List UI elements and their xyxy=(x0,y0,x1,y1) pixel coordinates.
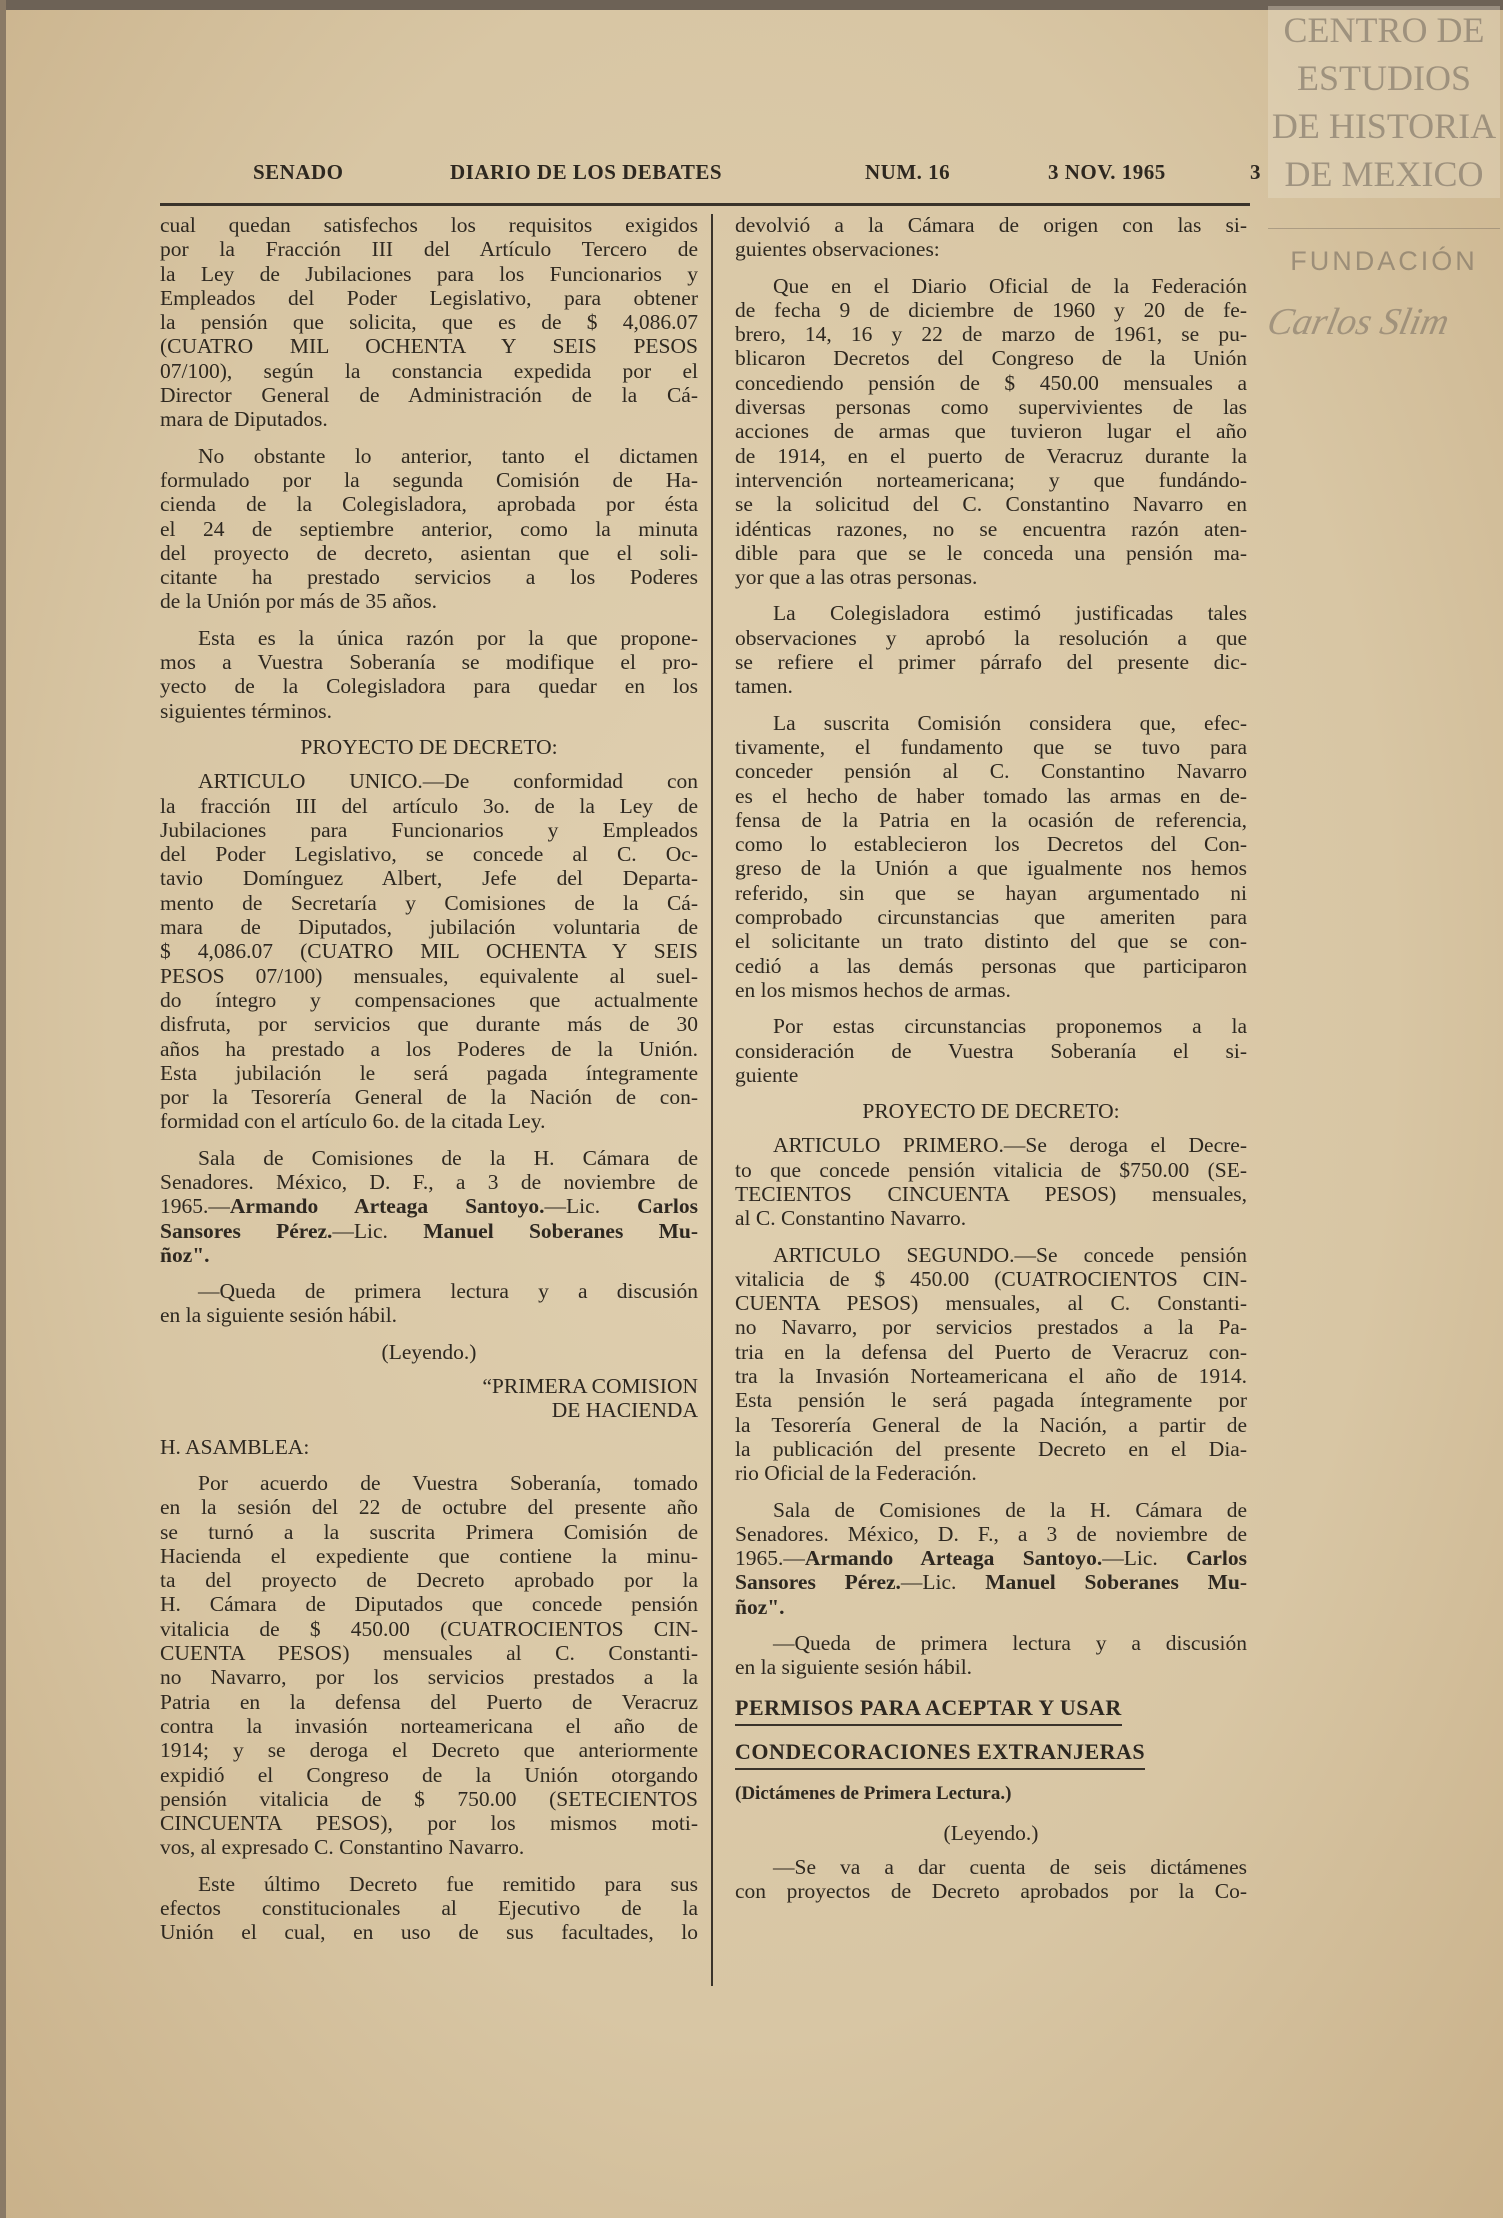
right-column xyxy=(735,213,1247,1915)
text-line: No obstante lo anterior, tanto el dictamen xyxy=(198,443,698,468)
paragraph xyxy=(160,213,698,432)
text-line xyxy=(160,1243,698,1267)
text-line: vos, al expresado C. Constantino Navarro. xyxy=(160,1835,525,1860)
text-line: la fracción III del artículo 3o. de la Ley de xyxy=(160,793,698,818)
page-header xyxy=(0,160,1503,190)
bold-name-text: Sansores Pérez. xyxy=(160,1218,333,1243)
header-number: NUM. 16 xyxy=(865,160,951,184)
text-line: en la siguiente sesión hábil. xyxy=(735,1655,973,1680)
text-line: intervención norteamericana; y que fundándo- xyxy=(735,467,1247,492)
text-line: H. Cámara de Diputados que concede pensión xyxy=(160,1592,698,1617)
text-line: $ 4,086.07 (CUATRO MIL OCHENTA Y SEIS xyxy=(160,939,698,964)
text-line: Hacienda el expediente que contiene la minu- xyxy=(160,1543,698,1568)
text-line: Este último Decreto fue remitido para sus xyxy=(198,1871,698,1896)
text-line xyxy=(160,1219,698,1243)
text-line: cienda de la Colegisladora, aprobada por ésta xyxy=(160,492,698,517)
text-segment: 1965.— xyxy=(735,1546,805,1571)
text-line xyxy=(735,1595,1247,1619)
watermark-line: DE MEXICO xyxy=(1284,154,1484,194)
text-line: —Queda de primera lectura y a discusión xyxy=(773,1631,1247,1656)
text-line: ARTICULO SEGUNDO.—Se concede pensión xyxy=(773,1242,1247,1267)
text-line: formidad con el artículo 6o. de la citada Ley. xyxy=(160,1109,546,1134)
watermark-line: DE HISTORIA xyxy=(1271,106,1497,146)
text-line: tria en la defensa del Puerto de Veracruz con- xyxy=(735,1339,1247,1364)
paragraph xyxy=(160,769,698,1133)
text-line: comprobado circunstancias que ameriten para xyxy=(735,905,1247,930)
text-line: CUENTA PESOS) mensuales al C. Constanti- xyxy=(160,1641,698,1666)
text-line: Director General de Administración de la Cá- xyxy=(160,383,698,408)
text-line: citante ha prestado servicios a los Poderes xyxy=(160,565,698,590)
text-line: ARTICULO UNICO.—De conformidad con xyxy=(198,769,698,794)
paragraph xyxy=(160,1872,698,1945)
text-line: tavio Domínguez Albert, Jefe del Departa- xyxy=(160,866,698,891)
text-line: mento de Secretaría y Comisiones de la Cá- xyxy=(160,890,698,915)
text-line: ta del proyecto de Decreto aprobado por la xyxy=(160,1568,698,1593)
header-date: 3 NOV. 1965 xyxy=(1048,160,1166,184)
text-line: Por estas circunstancias proponemos a la xyxy=(773,1014,1247,1039)
text-line: la publicación del presente Decreto en el Dia- xyxy=(735,1436,1247,1461)
header-page-number: 3 xyxy=(1250,160,1261,184)
centered-heading: (Leyendo.) xyxy=(943,1820,1039,1845)
text-line: del proyecto de decreto, asientan que el soli- xyxy=(160,540,698,565)
bold-name-text: Armando Arteaga Santoyo. xyxy=(229,1194,545,1219)
bold-name-text: Carlos xyxy=(637,1194,698,1219)
text-line: como lo establecieron los Decretos del Con- xyxy=(735,832,1247,857)
paragraph xyxy=(735,213,1247,262)
header-chamber: SENADO xyxy=(253,160,344,184)
paragraph xyxy=(735,274,1247,590)
header-publication: DIARIO DE LOS DEBATES xyxy=(450,160,723,184)
text-line: disfruta, por servicios que durante más de 30 xyxy=(160,1012,698,1037)
salutation: H. ASAMBLEA: xyxy=(160,1434,310,1459)
text-line: brero, 14, 16 y 22 de marzo de 1961, se pu- xyxy=(735,322,1247,347)
text-line: to que concede pensión vitalicia de $750.00 (SE- xyxy=(735,1157,1247,1182)
text-line: referido, sin que se hayan argumentado ni xyxy=(735,880,1247,905)
watermark-divider xyxy=(1268,228,1500,229)
text-line: con proyectos de Decreto aprobados por la Co- xyxy=(735,1879,1247,1904)
text-line: cedió a las demás personas que participaron xyxy=(735,953,1247,978)
bold-name-text: Manuel Soberanes Mu- xyxy=(423,1218,698,1243)
text-line: de fecha 9 de diciembre de 1960 y 20 de fe- xyxy=(735,297,1247,322)
text-line: en los mismos hechos de armas. xyxy=(735,977,1011,1002)
text-line: Esta jubilación le será pagada íntegramente xyxy=(160,1060,698,1085)
text-line: do íntegro y compensaciones que actualmente xyxy=(160,987,698,1012)
text-line: guientes observaciones: xyxy=(735,237,940,262)
text-line: la Tesorería General de la Nación, a partir de xyxy=(735,1412,1247,1437)
text-line: CINCUENTA PESOS), por los mismos moti- xyxy=(160,1811,698,1836)
text-line: el solicitante un trato distinto del que se con- xyxy=(735,929,1247,954)
text-line: Patria en la defensa del Puerto de Veracruz xyxy=(160,1689,698,1714)
text-line: mara de Diputados. xyxy=(160,407,328,432)
paragraph xyxy=(160,1471,698,1860)
text-line: Jubilaciones para Funcionarios y Empleados xyxy=(160,817,698,842)
text-line: no Navarro, por servicios prestados a la Pa- xyxy=(735,1315,1247,1340)
text-line: efectos constitucionales al Ejecutivo de la xyxy=(160,1896,698,1920)
text-line: Por acuerdo de Vuestra Soberanía, tomado xyxy=(198,1470,698,1495)
text-line: conceder pensión al C. Constantino Navarro xyxy=(735,759,1247,784)
text-line: expidió el Congreso de la Unión otorgando xyxy=(160,1762,698,1787)
text-line: de 1914, en el puerto de Veracruz durante la xyxy=(735,443,1247,468)
text-line: la pensión que solicita, que es de $ 4,086.07 xyxy=(160,310,698,335)
text-line: idénticas razones, no se encuentra razón aten- xyxy=(735,516,1247,541)
text-line: yor que a las otras personas. xyxy=(735,565,978,590)
text-line: Empleados del Poder Legislativo, para obtener xyxy=(160,285,698,310)
section-heading-text: CONDECORACIONES EXTRANJERAS xyxy=(735,1740,1145,1770)
section-subheading: (Dictámenes de Primera Lectura.) xyxy=(735,1783,1012,1805)
text-line: siguientes términos. xyxy=(160,698,332,723)
bold-name-text: Armando Arteaga Santoyo. xyxy=(804,1546,1103,1571)
text-line: concediendo pensión de $ 450.00 mensuales a xyxy=(735,370,1247,395)
scan-edge-left xyxy=(0,0,6,2218)
paragraph xyxy=(735,711,1247,1003)
text-segment: 1965.— xyxy=(160,1194,230,1219)
text-line: fensa de la Patria en la ocasión de referencia, xyxy=(735,807,1247,832)
committee-heading xyxy=(160,1374,698,1423)
text-line: consideración de Vuestra Soberanía el si- xyxy=(735,1038,1247,1063)
text-line: años ha prestado a los Poderes de la Unión. xyxy=(160,1036,698,1061)
centered-heading: (Leyendo.) xyxy=(381,1339,477,1364)
bold-name-text: Manuel Soberanes Mu- xyxy=(985,1570,1247,1595)
watermark-signature: Carlos Slim xyxy=(1263,301,1454,343)
section-heading xyxy=(735,1692,1247,1736)
text-line: vitalicia de $ 450.00 (CUATROCIENTOS CIN- xyxy=(160,1616,698,1641)
text-line: pensión vitalicia de $ 750.00 (SETECIENTOS xyxy=(160,1786,698,1811)
text-line: por la Fracción III del Artículo Tercero de xyxy=(160,237,698,262)
text-line: vitalicia de $ 450.00 (CUATROCIENTOS CIN- xyxy=(735,1266,1247,1291)
committee-heading-line: “PRIMERA COMISION xyxy=(482,1374,698,1399)
text-line: Sala de Comisiones de la H. Cámara de xyxy=(198,1145,698,1170)
text-line: Sala de Comisiones de la H. Cámara de xyxy=(773,1497,1247,1522)
text-line: TECIENTOS CINCUENTA PESOS) mensuales, xyxy=(735,1181,1247,1206)
text-line: tamen. xyxy=(735,674,793,699)
text-line: devolvió a la Cámara de origen con las si- xyxy=(735,213,1247,237)
text-line: diversas personas como supervivientes de las xyxy=(735,395,1247,420)
text-line: Senadores. México, D. F., a 3 de noviembre de xyxy=(735,1521,1247,1546)
paragraph xyxy=(160,444,698,614)
bold-name-text: ñoz". xyxy=(735,1594,785,1619)
header-rule xyxy=(160,203,1250,206)
text-line: greso de la Unión a que igualmente nos hemos xyxy=(735,856,1247,881)
text-line: acciones de armas que tuvieron lugar el año xyxy=(735,419,1247,444)
text-line: el 24 de septiembre anterior, como la minuta xyxy=(160,516,698,541)
text-line: se turnó a la suscrita Primera Comisión de xyxy=(160,1519,698,1544)
paragraph xyxy=(160,1146,698,1267)
text-line: Unión el cual, en uso de sus facultades, lo xyxy=(160,1920,698,1945)
text-line xyxy=(735,1546,1247,1570)
text-line: del Poder Legislativo, se concede al C. Oc- xyxy=(160,842,698,867)
text-segment: —Lic. xyxy=(1102,1546,1187,1571)
watermark-foundation: FUNDACIÓN xyxy=(1290,246,1478,276)
text-line: Que en el Diario Oficial de la Federación xyxy=(773,273,1247,298)
text-line: —Queda de primera lectura y a discusión xyxy=(198,1279,698,1304)
text-line: PESOS 07/100) mensuales, equivalente al suel- xyxy=(160,963,698,988)
bold-name-text: ñoz". xyxy=(160,1242,210,1267)
text-line: dible para que se le conceda una pensión ma- xyxy=(735,540,1247,565)
text-line: mara de Diputados, jubilación voluntaria de xyxy=(160,915,698,940)
text-line: al C. Constantino Navarro. xyxy=(735,1206,967,1231)
text-line: de la Unión por más de 35 años. xyxy=(160,589,438,614)
paragraph xyxy=(735,1133,1247,1230)
text-line: yecto de la Colegisladora para quedar en los xyxy=(160,674,698,699)
text-line: cual quedan satisfechos los requisitos exigidos xyxy=(160,213,698,237)
text-line: blicaron Decretos del Congreso de la Unión xyxy=(735,346,1247,371)
text-line: 1914; y se deroga el Decreto que anteriormente xyxy=(160,1738,698,1763)
text-segment: —Lic. xyxy=(544,1194,638,1219)
watermark-line: CENTRO DE xyxy=(1283,10,1485,50)
text-line: es el hecho de haber tomado las armas en de- xyxy=(735,783,1247,808)
paragraph xyxy=(735,601,1247,698)
text-line: Senadores. México, D. F., a 3 de noviembre de xyxy=(160,1169,698,1194)
bold-name-text: Carlos xyxy=(1186,1546,1247,1571)
text-line: La Colegisladora estimó justificadas tales xyxy=(773,601,1247,626)
text-line: (CUATRO MIL OCHENTA Y SEIS PESOS xyxy=(160,334,698,359)
text-line: La suscrita Comisión considera que, efec- xyxy=(773,710,1247,735)
committee-heading-line: DE HACIENDA xyxy=(551,1398,698,1423)
text-line: —Se va a dar cuenta de seis dictámenes xyxy=(773,1854,1247,1879)
text-line: 07/100), según la constancia expedida por el xyxy=(160,358,698,383)
watermark-line: ESTUDIOS xyxy=(1296,58,1471,98)
text-line: en la sesión del 22 de octubre del presente año xyxy=(160,1495,698,1520)
text-line: no Navarro, por los servicios prestados a la xyxy=(160,1665,698,1690)
paragraph xyxy=(735,1498,1247,1619)
text-line: por la Tesorería General de la Nación de con- xyxy=(160,1085,698,1110)
text-line: la Ley de Jubilaciones para los Funcionarios y xyxy=(160,261,698,286)
section-heading-text: PERMISOS PARA ACEPTAR Y USAR xyxy=(735,1696,1122,1726)
paragraph xyxy=(735,1855,1247,1904)
text-line: guiente xyxy=(735,1062,799,1087)
paragraph xyxy=(160,1279,698,1328)
text-line xyxy=(735,1570,1247,1594)
paragraph xyxy=(160,626,698,723)
text-line: ARTICULO PRIMERO.—Se deroga el Decre- xyxy=(773,1133,1247,1158)
centered-heading: PROYECTO DE DECRETO: xyxy=(862,1099,1120,1124)
column-divider xyxy=(711,214,713,1986)
text-line: se la solicitud del C. Constantino Navarro en xyxy=(735,492,1247,517)
text-line xyxy=(160,1194,698,1218)
text-line: rio Oficial de la Federación. xyxy=(735,1461,977,1486)
text-line: contra la invasión norteamericana el año de xyxy=(160,1713,698,1738)
text-line: Esta pensión le será pagada íntegramente por xyxy=(735,1388,1247,1413)
text-line: se refiere el primer párrafo del presente dic- xyxy=(735,650,1247,675)
bold-name-text: Sansores Pérez. xyxy=(735,1570,901,1595)
text-line: en la siguiente sesión hábil. xyxy=(160,1303,398,1328)
text-line: tivamente, el fundamento que se tuvo para xyxy=(735,734,1247,759)
text-segment: —Lic. xyxy=(332,1218,424,1243)
centered-heading: PROYECTO DE DECRETO: xyxy=(300,734,558,759)
text-line: observaciones y aprobó la resolución a que xyxy=(735,625,1247,650)
section-heading xyxy=(735,1736,1247,1780)
paragraph xyxy=(735,1631,1247,1680)
left-column xyxy=(160,213,698,1957)
text-segment: —Lic. xyxy=(900,1570,986,1595)
text-line: mos a Vuestra Soberanía se modifique el pro- xyxy=(160,650,698,675)
text-line: tra la Invasión Norteamericana el año de 1914. xyxy=(735,1364,1247,1389)
text-line: formulado por la segunda Comisión de Ha- xyxy=(160,467,698,492)
paragraph xyxy=(735,1014,1247,1087)
text-line: Esta es la única razón por la que propone- xyxy=(198,625,698,650)
paragraph xyxy=(735,1243,1247,1486)
text-line: CUENTA PESOS) mensuales, al C. Constanti- xyxy=(735,1291,1247,1316)
